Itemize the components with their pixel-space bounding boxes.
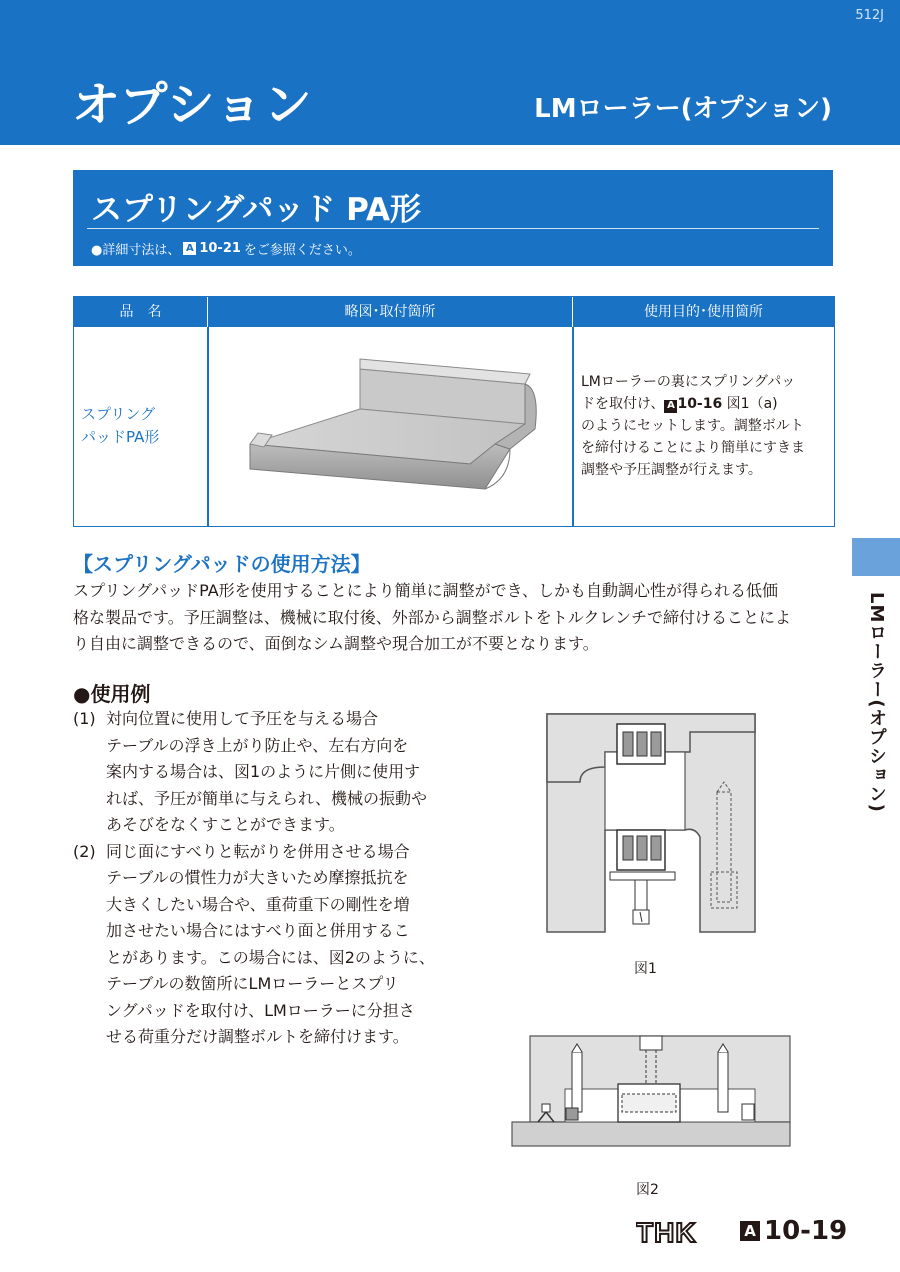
section-line: 格な製品です。予圧調整は、機械に取付後、外部から調整ボルトをトルクレンチで締付けることによ: [73, 607, 792, 627]
reference-link[interactable]: 10-21: [199, 241, 241, 256]
note-prefix: ●詳細寸法は、: [91, 243, 181, 258]
table-header-purpose: 使用目的･使用箇所: [644, 304, 763, 320]
reference-a-icon: A: [183, 242, 196, 255]
purpose-text: 図1（a): [722, 396, 778, 412]
table-divider: [207, 327, 209, 526]
reference-note: [91, 239, 361, 258]
side-index-label: LMローラー(オプション): [866, 592, 887, 813]
table-header-diagram: 略図･取付箇所: [208, 297, 573, 327]
spec-table: [73, 296, 835, 527]
header-title: オプション: [72, 77, 313, 133]
section-heading: 【スプリングパッドの使用方法】: [73, 552, 371, 576]
product-title-box: [73, 170, 833, 266]
page-header: [0, 0, 900, 145]
side-index-tab[interactable]: [852, 538, 900, 576]
table-divider: [572, 327, 574, 526]
reference-a-icon: A: [664, 400, 677, 413]
svg-text:THK: THK: [636, 1218, 697, 1246]
usage-line: 加させたい場合にはすべり面と併用するこ: [106, 921, 410, 940]
usage-heading: ●使用例: [73, 682, 151, 706]
purpose-text: ドを取付け、: [581, 396, 665, 412]
product-name-line: パッドPA形: [81, 428, 160, 446]
figure-1-diagram: [545, 712, 757, 934]
usage-list: [73, 706, 443, 1051]
page-code: 512J: [855, 8, 884, 23]
figure-2-caption: 図2: [636, 1182, 659, 1198]
reference-link[interactable]: 10-16: [677, 396, 723, 412]
footer-page-number: [740, 1216, 847, 1246]
spring-pad-illustration: [210, 329, 572, 525]
purpose-text: を締付けることにより簡単にすきま: [581, 440, 805, 456]
product-name-cell: [81, 403, 201, 449]
usage-item: [73, 706, 443, 839]
purpose-text: 調整や予圧調整が行えます。: [581, 462, 762, 478]
purpose-text: LMローラーの裏にスプリングパッ: [581, 374, 796, 390]
usage-line: あそびをなくすことができます。: [106, 815, 345, 834]
usage-number: (2): [73, 841, 96, 861]
page-a-icon: A: [740, 1221, 760, 1241]
usage-item: [73, 839, 443, 1051]
usage-line: せる荷重分だけ調整ボルトを締付けます。: [106, 1027, 409, 1046]
page-number: 10-19: [764, 1216, 848, 1246]
usage-line: 案内する場合は、図1のように片側に使用す: [106, 762, 421, 781]
title-divider: [87, 228, 819, 229]
thk-logo: [636, 1218, 716, 1246]
purpose-cell: [581, 371, 829, 481]
product-title: スプリングパッド PA形: [91, 192, 421, 228]
usage-line: ングパッドを取付け、LMローラーに分担さ: [106, 1000, 415, 1020]
section-line: り自由に調整できるので、面倒なシム調整や現合加工が不要となります。: [73, 634, 599, 653]
note-suffix: をご参照ください。: [243, 243, 361, 258]
usage-line: テーブルの数箇所にLMローラーとスプリ: [106, 974, 399, 993]
product-name-line: スプリング: [81, 405, 156, 423]
usage-line: れば、予圧が簡単に与えられ、機械の振動や: [106, 788, 427, 808]
usage-line: 対向位置に使用して予圧を与える場合: [106, 709, 379, 728]
purpose-text: のようにセットします。調整ボルト: [581, 418, 804, 434]
usage-line: テーブルの浮き上がり防止や、左右方向を: [106, 735, 409, 755]
usage-line: 大きくしたい場合や、重荷重下の剛性を増: [106, 894, 410, 914]
figure-1-caption: 図1: [634, 961, 657, 977]
usage-line: テーブルの慣性力が大きいため摩擦抵抗を: [106, 868, 409, 887]
table-header-row: [74, 297, 834, 327]
header-subtitle: LMローラー(オプション): [534, 94, 832, 124]
section-line: スプリングパッドPA形を使用することにより簡単に調整ができ、しかも自動調心性が得られる低価: [73, 581, 779, 600]
usage-line: 同じ面にすべりと転がりを併用させる場合: [106, 841, 410, 861]
figure-2-diagram: [510, 1034, 792, 1148]
section-body: [73, 578, 835, 658]
usage-line: とがあります。この場合には、図2のように、: [106, 947, 435, 967]
table-header-name: 品 名: [74, 297, 208, 327]
usage-number: (1): [73, 709, 96, 728]
